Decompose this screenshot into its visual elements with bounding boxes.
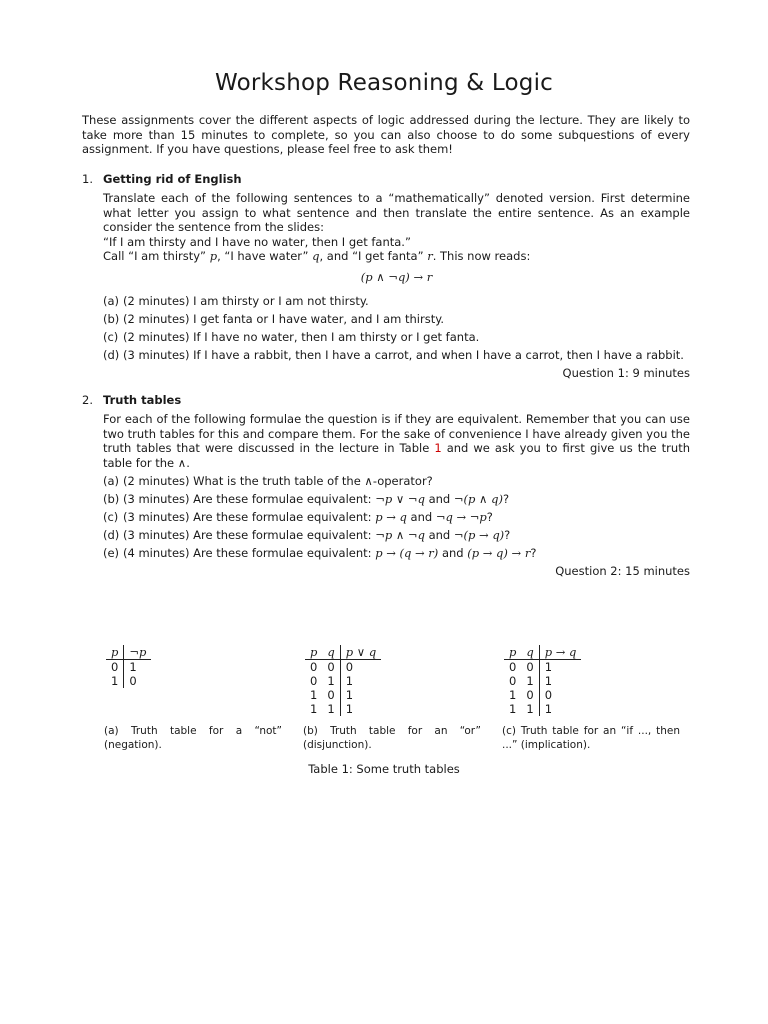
- table-cell: 0: [544, 688, 553, 702]
- table-cell: 1: [322, 702, 340, 716]
- item-text: and: [438, 546, 468, 560]
- item-text: (3 minutes) If I have a rabbit, then I have a carrot, and when I have a carrot, then I have a rabbit.: [123, 348, 684, 362]
- table-row: [504, 660, 581, 675]
- table-1-link[interactable]: 1: [434, 441, 442, 455]
- table-header-row: [305, 645, 381, 660]
- caption-implies: (c) Truth table for an “if ..., then ...” (implication).: [502, 725, 680, 751]
- item-label: (d): [103, 528, 120, 542]
- item-formula: ¬(p → q): [453, 528, 505, 542]
- item-formula: ¬p ∧ ¬q: [375, 528, 425, 542]
- question-2-body: [103, 412, 690, 560]
- question-2-item: [103, 546, 690, 560]
- truth-table-or: [305, 645, 381, 716]
- q2-body-text-1: For each of the following formulae the question is if they are equivalent. Remember that you can use two truth tables for this and compare them. For the sake of convenience I have already given you the truth tables that were discussed in the lecture in Table: [103, 412, 690, 455]
- call-text-1: Call “I am thirsty”: [103, 249, 210, 263]
- question-1-number: 1.: [82, 172, 93, 186]
- table-cell: 1: [345, 702, 354, 716]
- question-1-section: [82, 172, 690, 380]
- table-cell: 1: [129, 660, 137, 674]
- item-formula: p → (q → r): [375, 546, 439, 560]
- example-formula: (p ∧ ¬q) → r: [360, 269, 433, 284]
- table-cell: 0: [106, 660, 124, 675]
- table-1-caption: Table 1: Some truth tables: [308, 762, 460, 776]
- item-label: (b): [103, 492, 120, 506]
- question-2-title: Truth tables: [103, 393, 182, 407]
- truth-table-not: [106, 645, 151, 688]
- table-cell: 0: [129, 674, 137, 688]
- q2-body-text-2: and we ask you to first give us the truth table for the ∧.: [103, 441, 690, 470]
- table-cell: 1: [106, 674, 124, 688]
- question-2-total: Question 2: 15 minutes: [555, 564, 690, 578]
- question-1-instructions: Translate each of the following sentences to a “mathematically” denoted version. First determine what letter you assign to what sentence and then translate the entire sentence. As an example consider the sentence from the slides:: [103, 191, 690, 234]
- question-2-item: [103, 528, 690, 542]
- question-1-variable-assignment: [103, 249, 690, 264]
- table-header-cell: ¬p: [124, 645, 152, 660]
- question-1-total: Question 1: 9 minutes: [562, 366, 690, 380]
- table-cell: 1: [509, 702, 517, 716]
- item-label: (e): [103, 546, 120, 560]
- caption-or: (b) Truth table for an “or” (disjunction).: [303, 725, 481, 751]
- item-text: (2 minutes) I am thirsty or I am not thirsty.: [123, 294, 369, 308]
- table-row: [305, 688, 381, 702]
- table-cell: 1: [521, 674, 539, 688]
- item-label: (a): [103, 474, 120, 488]
- question-2-section: [82, 393, 690, 578]
- table-row: [305, 702, 381, 716]
- question-2-items: [103, 474, 690, 560]
- item-text: and: [424, 492, 454, 506]
- table-cell: 1: [509, 688, 517, 702]
- item-text: (2 minutes) I get fanta or I have water, and I am thirsty.: [123, 312, 445, 326]
- table-row: [504, 702, 581, 716]
- question-1-item: [103, 330, 690, 344]
- caption-not: (a) Truth table for a “not” (negation).: [104, 725, 282, 751]
- question-1-example-quote: “If I am thirsty and I have no water, then I get fanta.”: [103, 234, 411, 249]
- document-title: Workshop Reasoning & Logic: [214, 70, 554, 96]
- table-cell: 1: [345, 674, 354, 688]
- truth-table-implies: [504, 645, 581, 716]
- question-2-item: [103, 492, 690, 506]
- question-2-number: 2.: [82, 393, 93, 407]
- question-1-body: [103, 191, 690, 362]
- table-row: [305, 660, 381, 675]
- table-cell: 1: [521, 702, 539, 716]
- item-text: (3 minutes) Are these formulae equivalent:: [123, 528, 376, 542]
- item-label: (d): [103, 348, 120, 362]
- question-1-item: [103, 294, 690, 308]
- item-text: ?: [486, 510, 493, 524]
- table-row: [106, 660, 151, 675]
- item-text: -operator?: [372, 474, 433, 488]
- table-cell: 0: [310, 674, 318, 688]
- table-row: [504, 674, 581, 688]
- item-formula: (p → q) → r: [467, 546, 531, 560]
- table-header-cell: q: [521, 645, 539, 660]
- question-1-item: [103, 348, 690, 362]
- table-cell: 0: [509, 660, 517, 674]
- table-row: [305, 674, 381, 688]
- item-text: (4 minutes) Are these formulae equivalent:: [123, 546, 376, 560]
- item-text: ?: [504, 528, 511, 542]
- table-cell: 0: [345, 660, 354, 674]
- table-row: [106, 674, 151, 688]
- table-cell: 0: [509, 674, 517, 688]
- item-formula: ¬q → ¬p: [435, 510, 487, 524]
- item-label: (c): [103, 330, 119, 344]
- item-text: ?: [530, 546, 537, 560]
- var-r: r: [427, 249, 433, 263]
- item-formula: p → q: [375, 510, 407, 524]
- question-2-item: [103, 510, 690, 524]
- table-header-cell: q: [322, 645, 340, 660]
- item-text: (3 minutes) Are these formulae equivalent:: [123, 510, 376, 524]
- question-2-instructions: [103, 412, 690, 470]
- table-cell: 0: [322, 660, 340, 675]
- question-2-heading: [82, 393, 690, 407]
- table-cell: 1: [544, 702, 553, 716]
- question-2-item: [103, 474, 690, 488]
- item-formula: ∧: [364, 474, 373, 488]
- table-header-cell: p: [305, 645, 322, 660]
- table-header-cell: p → q: [539, 645, 581, 660]
- var-p: p: [209, 249, 218, 263]
- table-header-cell: p: [504, 645, 521, 660]
- item-text: and: [424, 528, 454, 542]
- call-text-4: . This now reads:: [432, 249, 531, 263]
- item-text: (2 minutes) What is the truth table of the: [123, 474, 365, 488]
- question-1-item: [103, 312, 690, 326]
- question-1-heading: [82, 172, 690, 186]
- item-text: ?: [502, 492, 510, 506]
- item-formula: ¬p ∨ ¬q: [375, 492, 425, 506]
- item-label: (b): [103, 312, 120, 326]
- table-cell: 1: [310, 688, 318, 702]
- table-cell: 1: [310, 702, 318, 716]
- table-cell: 0: [521, 660, 539, 675]
- table-header-row: [504, 645, 581, 660]
- item-formula: ¬(p ∧ q): [453, 492, 503, 506]
- question-1-title: Getting rid of English: [103, 172, 242, 186]
- table-cell: 0: [521, 688, 539, 702]
- item-text: (3 minutes) Are these formulae equivalent:: [123, 492, 376, 506]
- call-text-2: , “I have water”: [217, 249, 313, 263]
- table-cell: 1: [544, 674, 553, 688]
- call-text-3: , and “I get fanta”: [319, 249, 428, 263]
- table-cell: 1: [544, 660, 553, 674]
- intro-paragraph: These assignments cover the different aspects of logic addressed during the lecture. They are likely to take more than 15 minutes to complete, so you can also choose to do some subquestions of every assignment. If you have questions, please feel free to ask them!: [82, 113, 690, 156]
- item-label: (c): [103, 510, 119, 524]
- question-1-items: [103, 294, 690, 362]
- var-q: q: [312, 249, 320, 263]
- table-cell: 1: [345, 688, 354, 702]
- table-header-row: [106, 645, 151, 660]
- table-cell: 0: [310, 660, 318, 674]
- table-cell: 1: [322, 674, 340, 688]
- item-text: and: [406, 510, 436, 524]
- table-header-cell: p: [106, 645, 124, 660]
- table-header-cell: p ∨ q: [340, 645, 381, 660]
- table-cell: 0: [322, 688, 340, 702]
- table-row: [504, 688, 581, 702]
- item-text: (2 minutes) If I have no water, then I am thirsty or I get fanta.: [123, 330, 480, 344]
- item-label: (a): [103, 294, 120, 308]
